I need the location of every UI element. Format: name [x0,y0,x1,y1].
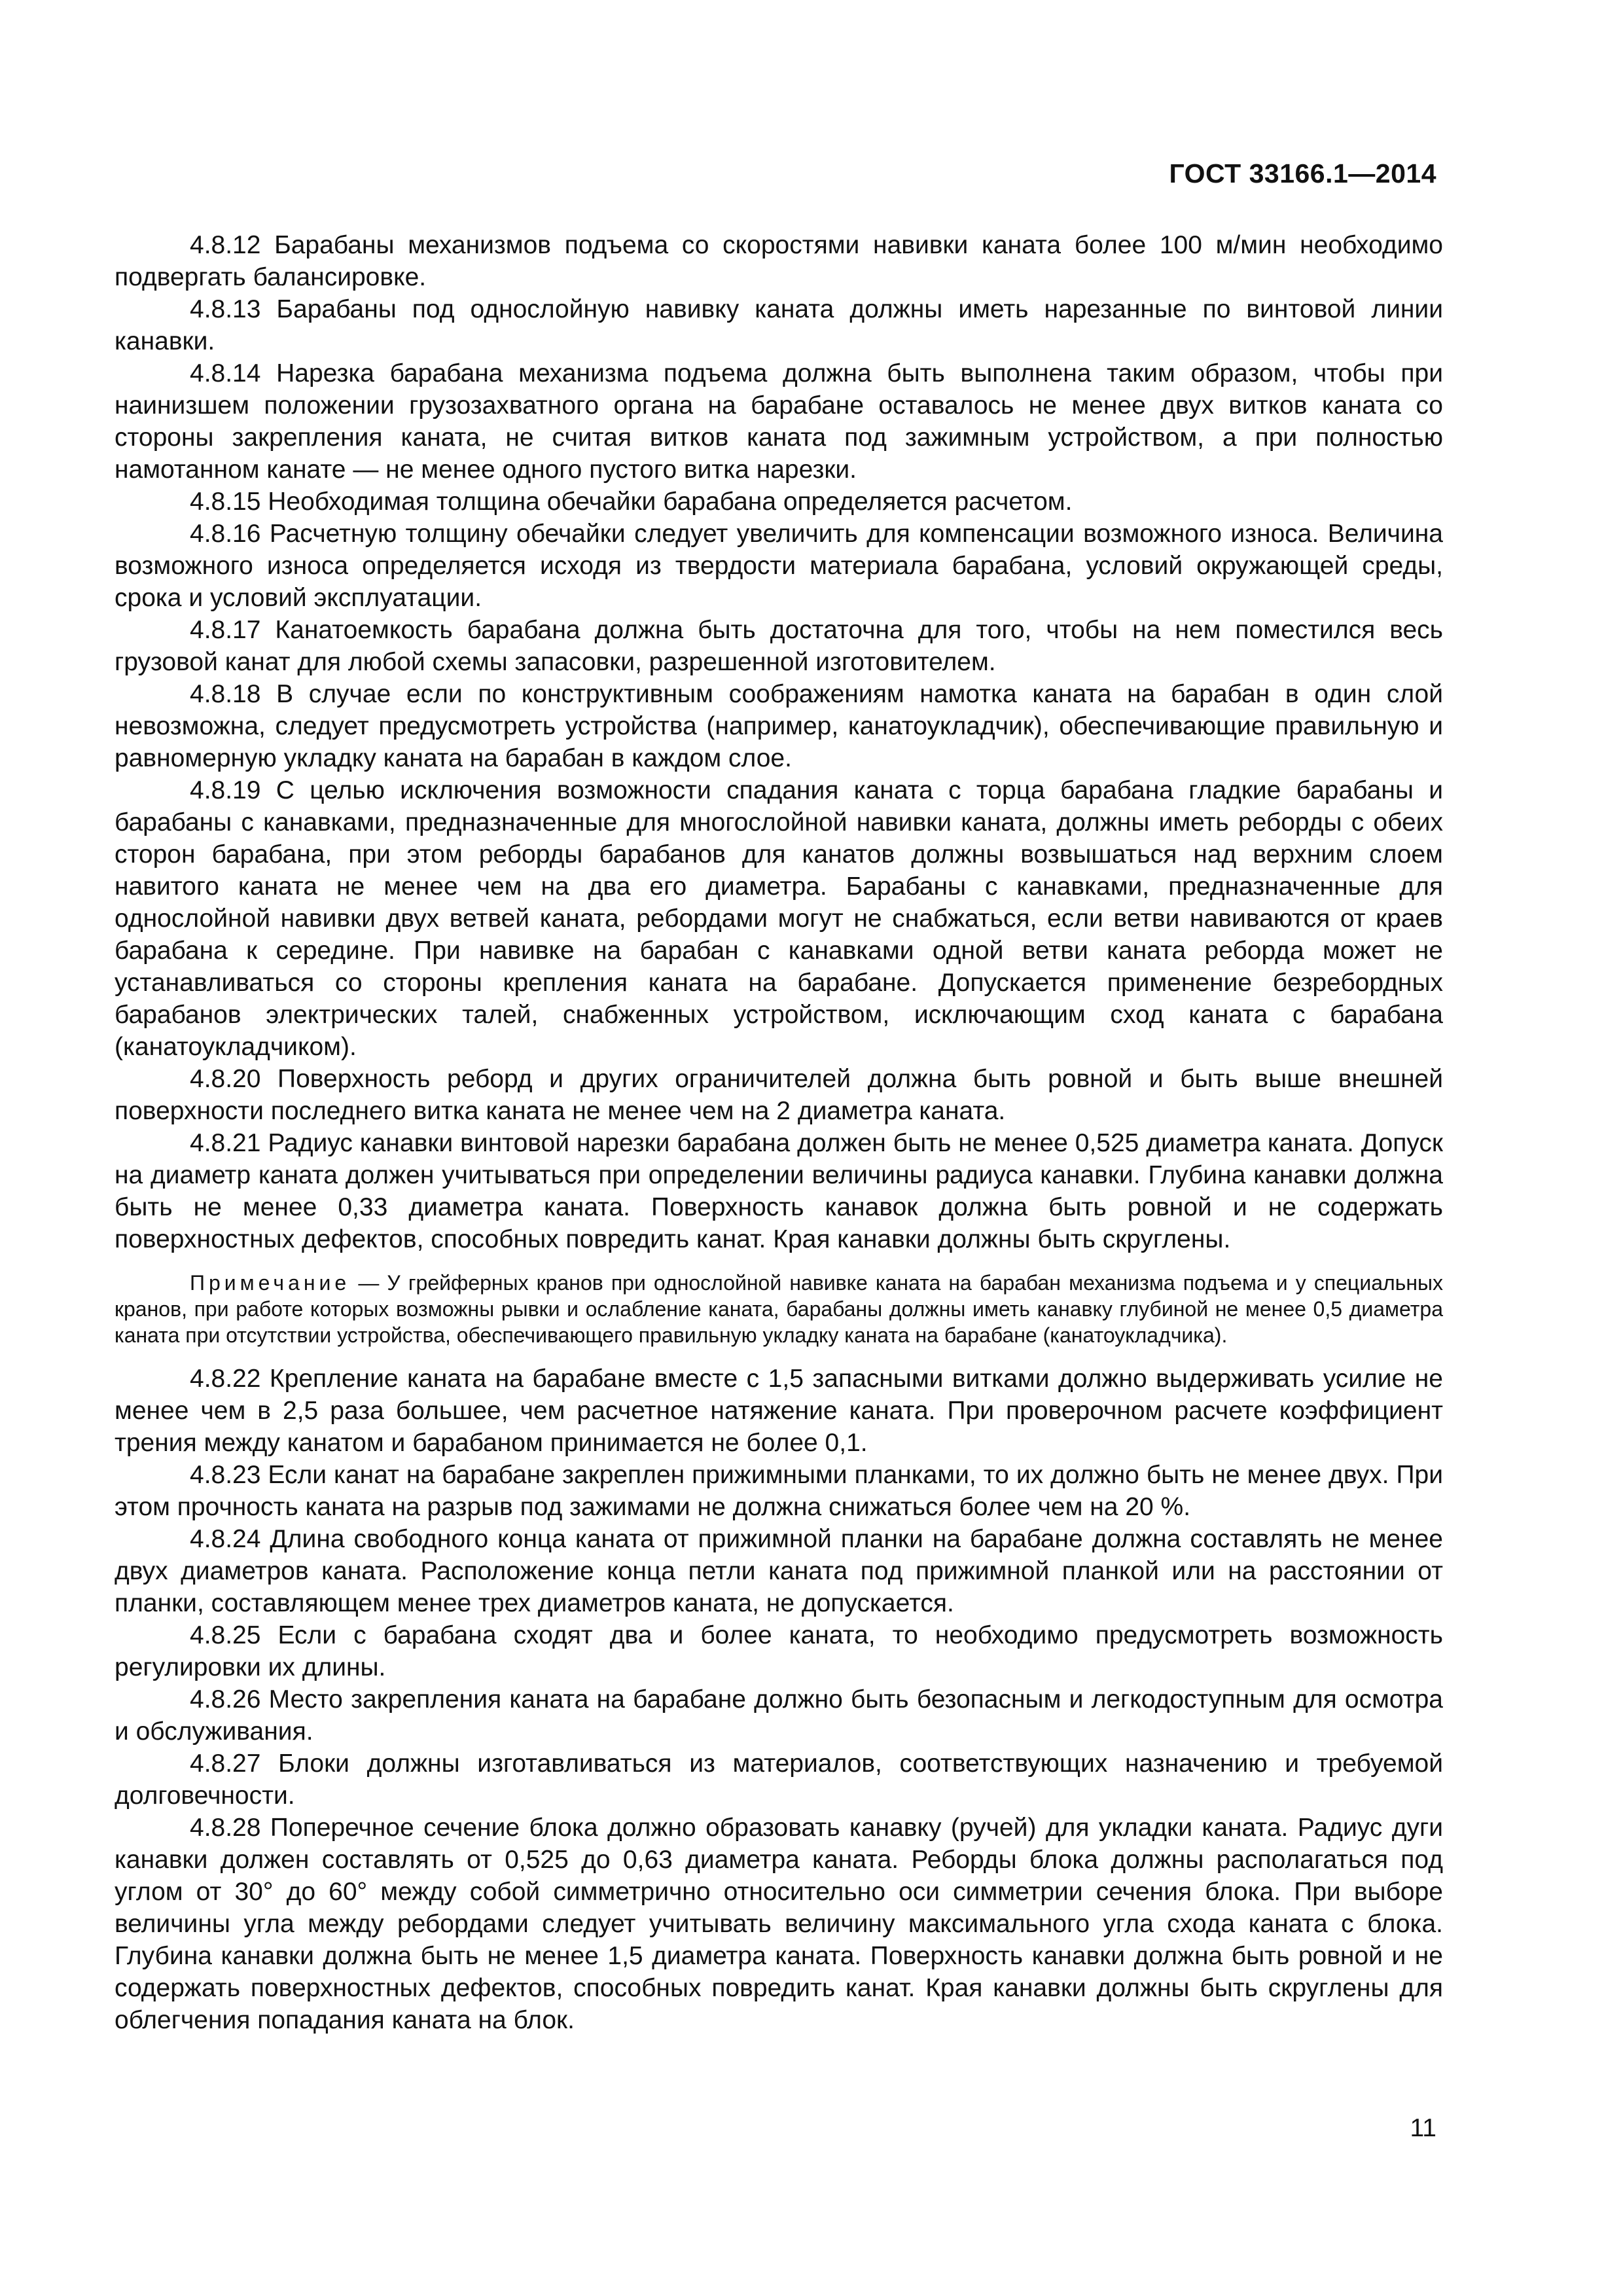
paragraph: 4.8.19 С целью исключения возможности спадания каната с торца барабана гладкие барабаны и барабаны с канавками, предназначенные для многослойной навивки каната, должны иметь реборды с обеих сторон барабана, при этом реборды барабанов для канатов должны возвышаться над верхним слоем навитого каната не менее чем на два его диаметра. Барабаны с канавками, предназначенные для однослойной навивки двух ветвей каната, ребордами могут не снабжаться, если ветви навиваются от краев барабана к середине. При навивке на барабан с канавками одной ветви каната реборда может не устанавливаться со стороны крепления каната на барабане. Допускается применение безребордных барабанов электрических талей, снабженных устройством, исключающим сход каната с барабана (канатоукладчиком). [115,776,1443,1061]
note [115,1270,1443,1348]
paragraph: 4.8.27 Блоки должны изготавливаться из материалов, соответствующих назначению и требуемой долговечности. [115,1749,1443,1810]
paragraph: 4.8.14 Нарезка барабана механизма подъема должна быть выполнена таким образом, чтобы при наинизшем положении грузозахватного органа на барабане оставалось не менее двух витков каната со стороны закрепления каната, не считая витков каната под зажимным устройством, а при полностью намотанном канате — не менее одного пустого витка нарезки. [115,359,1443,484]
paragraph: 4.8.12 Барабаны механизмов подъема со скоростями навивки каната более 100 м/мин необходимо подвергать балансировке. [115,231,1443,291]
paragraph: 4.8.23 Если канат на барабане закреплен прижимными планками, то их должно быть не менее двух. При этом прочность каната на разрыв под зажимами не должна снижаться более чем на 20 %. [115,1461,1443,1521]
paragraph: 4.8.18 В случае если по конструктивным соображениям намотка каната на барабан в один слой невозможна, следует предусмотреть устройства (например, канатоукладчик), обеспечивающие правильную и равномерную укладку каната на барабан в каждом слое. [115,680,1443,772]
paragraph: 4.8.22 Крепление каната на барабане вместе с 1,5 запасными витками должно выдерживать усилие не менее чем в 2,5 раза большее, чем расчетное натяжение каната. При проверочном расчете коэффициент трения между канатом и барабаном принимается не более 0,1. [115,1365,1443,1457]
paragraph: 4.8.17 Канатоемкость барабана должна быть достаточна для того, чтобы на нем поместился весь грузовой канат для любой схемы запасовки, разрешенной изготовителем. [115,616,1443,676]
paragraph: 4.8.24 Длина свободного конца каната от прижимной планки на барабане должна составлять не менее двух диаметров каната. Расположение конца петли каната под прижимной планкой или на расстоянии от планки, составляющем менее трех диаметров каната, не допускается. [115,1525,1443,1617]
paragraph: 4.8.15 Необходимая толщина обечайки барабана определяется расчетом. [190,488,1073,516]
paragraph: 4.8.13 Барабаны под однослойную навивку каната должны иметь нарезанные по винтовой линии канавки. [115,295,1443,355]
note-label: Примечание [190,1271,351,1295]
standard-designation: ГОСТ 33166.1—2014 [1169,158,1436,188]
page-number: 11 [1410,2114,1436,2142]
document-body [115,229,1443,2036]
paragraph: 4.8.25 Если с барабана сходят два и более каната, то необходимо предусмотреть возможность регулировки их длины. [115,1621,1443,1681]
paragraph: 4.8.28 Поперечное сечение блока должно образовать канавку (ручей) для укладки каната. Радиус дуги канавки должен составлять от 0,525 до 0,63 диаметра каната. Реборды блока должны располагаться под углом от 30° до 60° между собой симметрично относительно оси симметрии сечения блока. При выборе величины угла между ребордами следует учитывать величину максимального угла схода каната с блока. Глубина канавки должна быть не менее 1,5 диаметра каната. Поверхность канавки должна быть ровной и не содержать поверхностных дефектов, способных повредить канат. Края канавки должны быть скруглены для облегчения попадания каната на блок. [115,1814,1443,2034]
paragraph: 4.8.20 Поверхность реборд и других ограничителей должна быть ровной и быть выше внешней поверхности последнего витка каната не менее чем на 2 диаметра каната. [115,1065,1443,1125]
paragraph: 4.8.16 Расчетную толщину обечайки следует увеличить для компенсации возможного износа. Величина возможного износа определяется исходя из твердости материала барабана, условий окружающей среды, срока и условий эксплуатации. [115,520,1443,612]
note-text: — У грейферных кранов при однослойной навивке каната на барабан механизма подъема и у специальных кранов, при работе которых возможны рывки и ослабление каната, барабаны должны иметь канавку глубиной не менее 0,5 диаметра каната при отсутствии устройства, обеспечивающего правильную укладку каната на барабане (канатоукладчика). [115,1271,1444,1347]
paragraph: 4.8.21 Радиус канавки винтовой нарезки барабана должен быть не менее 0,525 диаметра каната. Допуск на диаметр каната должен учитываться при определении величины радиуса канавки. Глубина канавки должна быть не менее 0,33 диаметра каната. Поверхность канавок должна быть ровной и не содержать поверхностных дефектов, способных повредить канат. Края канавки должны быть скруглены. [115,1129,1443,1253]
paragraph: 4.8.26 Место закрепления каната на барабане должно быть безопасным и легкодоступным для осмотра и обслуживания. [115,1685,1443,1746]
